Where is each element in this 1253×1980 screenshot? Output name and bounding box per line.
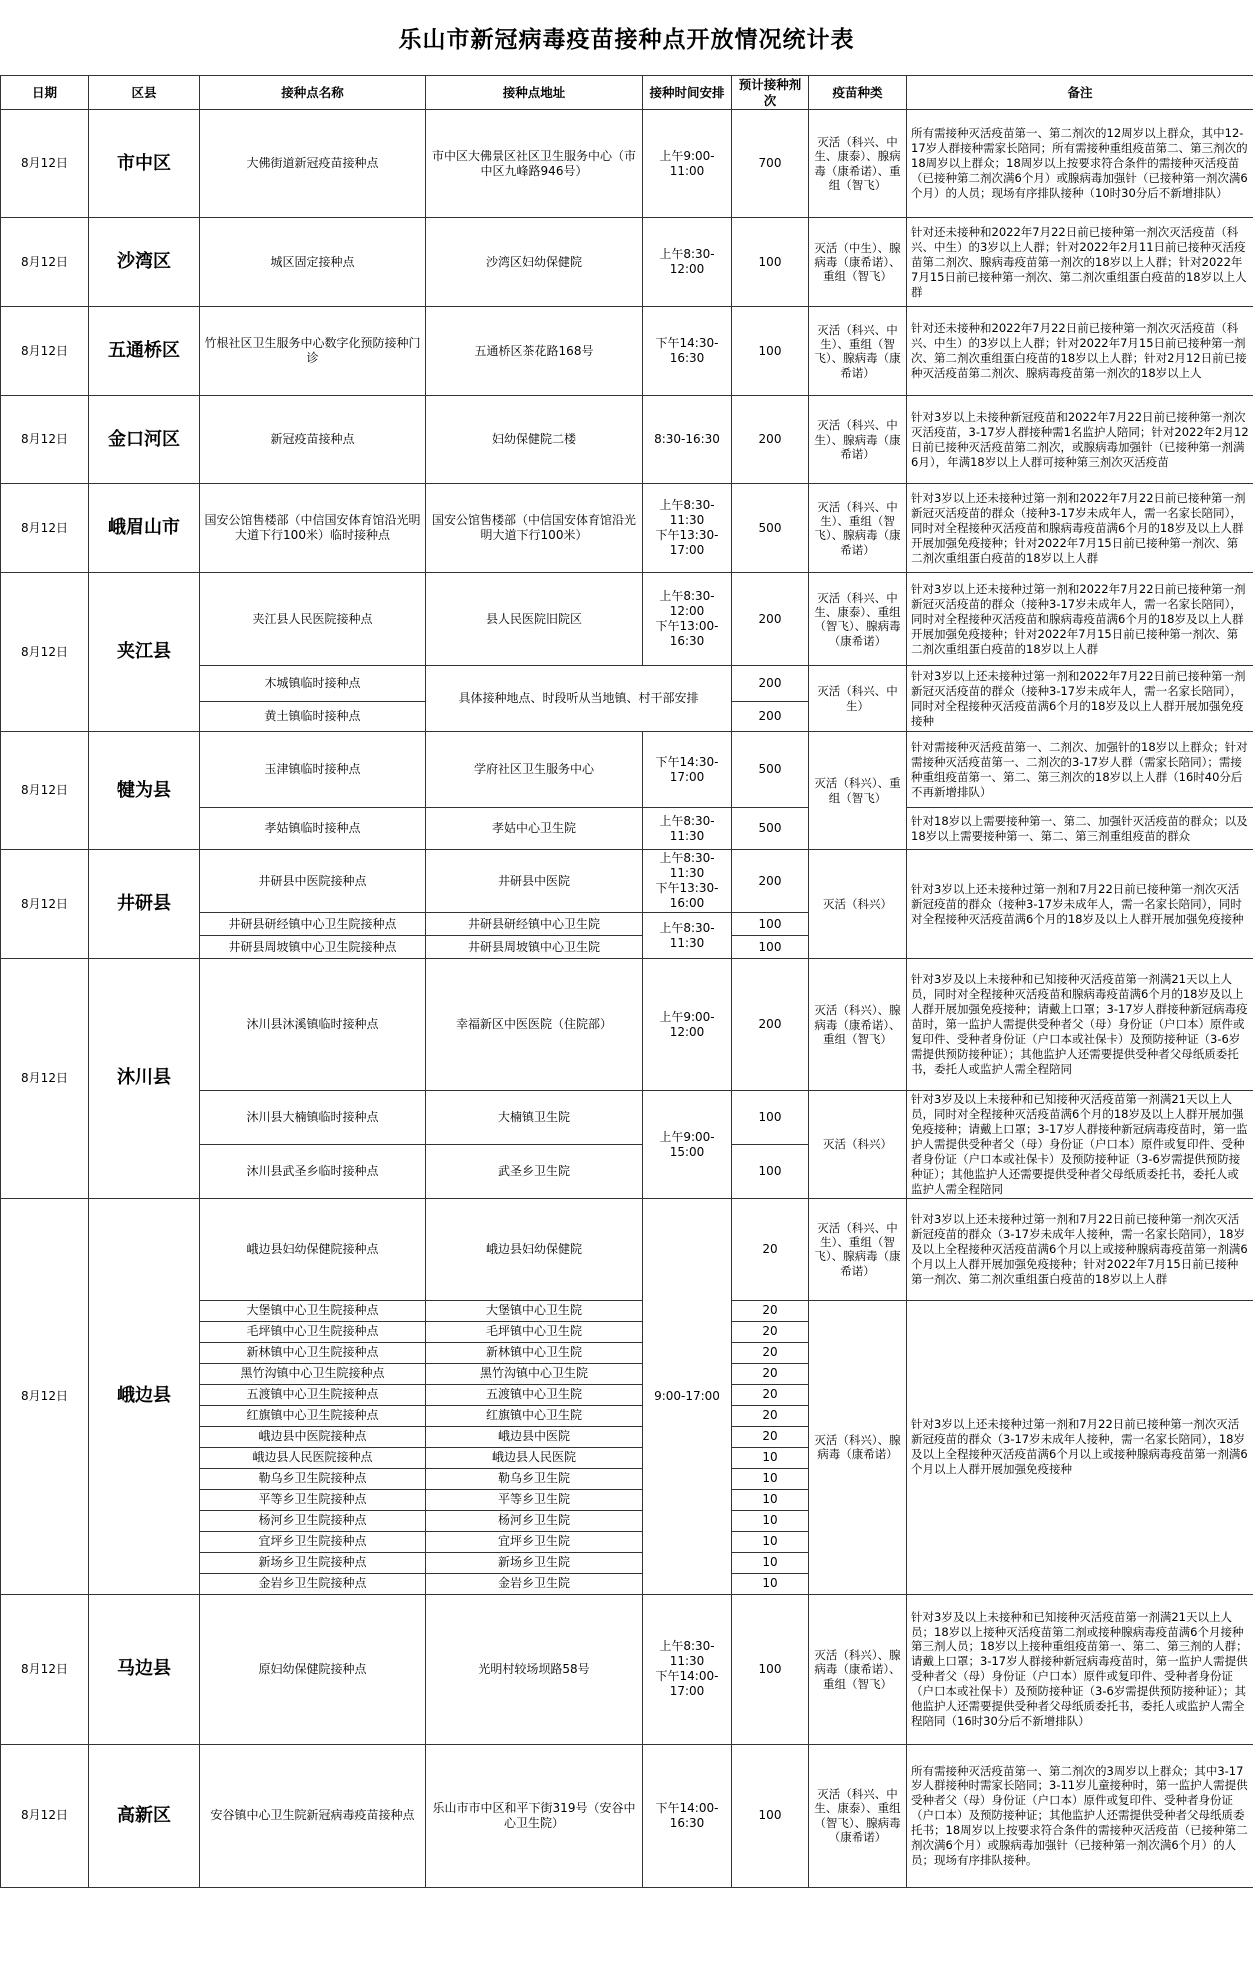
note-cell: 针对3岁以上还未接种过第一剂和7月22日前已接种第一剂次灭活新冠疫苗的群众（3-17岁未成年人接种，需一名家长陪同），18岁及以上全程接种灭活疫苗满6个月以上或接种腺病毒疫苗第一剂满6个月以上人群开展加强免疫接种；针对2022年7月15日前已接种第一剂次、第二剂次重组蛋白疫苗的18岁以上人群 [907, 1198, 1253, 1300]
site-name-cell: 峨边县中医院接种点 [200, 1426, 426, 1447]
doses-cell: 200 [732, 573, 809, 666]
site-name-cell: 黑竹沟镇中心卫生院接种点 [200, 1363, 426, 1384]
district-cell: 沙湾区 [89, 218, 200, 307]
note-cell: 针对需接种灭活疫苗第一、二剂次、加强针的18岁以上群众；针对需接种灭活疫苗第一、二剂次的3-17岁人群（需家长陪同）；需接种重组疫苗第一、第二、第三剂次的18岁以上人群（16时40分后不再新增排队） [907, 732, 1253, 808]
doses-cell: 20 [732, 1300, 809, 1321]
site-address-cell: 峨边县人民医院 [426, 1447, 643, 1468]
note-cell: 针对3岁以上还未接种过第一剂和2022年7月22日前已接种第一剂新冠灭活疫苗的群众（接种3-17岁未成年人，需一名家长陪同），同时对全程接种灭活疫苗和腺病毒疫苗满6个月的18岁及以上人群开展加强免疫接种；针对2022年7月15日前已接种第一剂次、第二剂次重组蛋白疫苗的18岁以上人群 [907, 573, 1253, 666]
doses-cell: 10 [732, 1552, 809, 1573]
district-cell: 五通桥区 [89, 307, 200, 396]
site-address-cell: 大堡镇中心卫生院 [426, 1300, 643, 1321]
date-cell: 8月12日 [1, 1594, 89, 1744]
site-address-cell: 幸福新区中医医院（住院部） [426, 959, 643, 1091]
site-address-cell: 金岩乡卫生院 [426, 1573, 643, 1594]
table-row [1, 732, 1253, 808]
note-cell: 针对3岁及以上未接种和已知接种灭活疫苗第一剂满21天以上人员，同时对全程接种灭活疫苗和腺病毒疫苗满6个月的18岁及以上人群开展加强免疫接种；请戴上口罩；3-17岁人群接种新冠病毒疫苗时，第一监护人需提供受种者父（母）身份证（户口本）原件或复印件、受种者身份证（户口本或社保卡）及预防接种证（3-6岁需提供预防接种证）；其他监护人还需要提供受种者父母纸质委托书，委托人或监护人需全程陪同 [907, 959, 1253, 1091]
site-name-cell: 沐川县沐溪镇临时接种点 [200, 959, 426, 1091]
date-cell: 8月12日 [1, 850, 89, 959]
site-name-cell: 大佛街道新冠疫苗接种点 [200, 110, 426, 218]
date-cell: 8月12日 [1, 959, 89, 1199]
header-date: 日期 [1, 76, 89, 110]
doses-cell: 200 [732, 959, 809, 1091]
header-notes: 备注 [907, 76, 1253, 110]
note-cell: 针对还未接种和2022年7月22日前已接种第一剂次灭活疫苗（科兴、中生）的3岁以上人群；针对2022年7月15日前已接种第一剂次、第二剂次重组蛋白疫苗的18岁以上人群；针对2月12日前已接种灭活疫苗第二剂次、腺病毒疫苗第一剂次的18岁以上人 [907, 307, 1253, 396]
doses-cell: 20 [732, 1405, 809, 1426]
site-address-cell: 勒乌乡卫生院 [426, 1468, 643, 1489]
site-name-cell: 红旗镇中心卫生院接种点 [200, 1405, 426, 1426]
site-name-cell: 毛坪镇中心卫生院接种点 [200, 1321, 426, 1342]
schedule-cell: 下午14:00-16:30 [643, 1744, 732, 1887]
note-cell: 针对还未接种和2022年7月22日前已接种第一剂次灭活疫苗（科兴、中生）的3岁以上人群；针对2022年2月11日前已接种灭活疫苗第二剂次、腺病毒疫苗第一剂次的18岁以上人群；针对2022年7月15日前已接种第一剂次、第二剂次重组蛋白疫苗的18岁以上人群 [907, 218, 1253, 307]
doses-cell: 20 [732, 1342, 809, 1363]
header-vaccine: 疫苗种类 [809, 76, 907, 110]
doses-cell: 200 [732, 850, 809, 913]
site-address-cell: 学府社区卫生服务中心 [426, 732, 643, 808]
schedule-cell: 9:00-17:00 [643, 1198, 732, 1594]
vaccine-cell: 灭活（科兴） [809, 850, 907, 959]
site-name-cell: 杨河乡卫生院接种点 [200, 1510, 426, 1531]
schedule-cell: 上午8:30-11:30 下午13:30-17:00 [643, 484, 732, 573]
note-cell: 针对3岁以上还未接种过第一剂和2022年7月22日前已接种第一剂新冠灭活疫苗的群众（接种3-17岁未成年人，需一名家长陪同），同时对全程接种灭活疫苗满6个月的18岁及以上人群开展加强免疫接种 [907, 666, 1253, 732]
doses-cell: 10 [732, 1531, 809, 1552]
header-doses: 预计接种剂次 [732, 76, 809, 110]
site-name-cell: 新林镇中心卫生院接种点 [200, 1342, 426, 1363]
site-name-cell: 井研县中医院接种点 [200, 850, 426, 913]
table-row [1, 396, 1253, 484]
header-schedule: 接种时间安排 [643, 76, 732, 110]
site-name-cell: 安谷镇中心卫生院新冠病毒疫苗接种点 [200, 1744, 426, 1887]
doses-cell: 10 [732, 1489, 809, 1510]
vaccine-cell: 灭活（科兴）、腺病毒（康希诺）、重组（智飞） [809, 959, 907, 1091]
site-address-cell: 井研县研经镇中心卫生院 [426, 913, 643, 936]
schedule-cell: 8:30-16:30 [643, 396, 732, 484]
header-site-name: 接种点名称 [200, 76, 426, 110]
site-name-cell: 孝姑镇临时接种点 [200, 808, 426, 850]
doses-cell: 100 [732, 307, 809, 396]
district-cell: 犍为县 [89, 732, 200, 850]
doses-cell: 200 [732, 396, 809, 484]
doses-cell: 100 [732, 1091, 809, 1145]
site-name-cell: 五渡镇中心卫生院接种点 [200, 1384, 426, 1405]
table-row [1, 110, 1253, 218]
site-address-cell: 五渡镇中心卫生院 [426, 1384, 643, 1405]
date-cell: 8月12日 [1, 1198, 89, 1594]
doses-cell: 700 [732, 110, 809, 218]
doses-cell: 10 [732, 1573, 809, 1594]
site-name-cell: 平等乡卫生院接种点 [200, 1489, 426, 1510]
site-name-cell: 城区固定接种点 [200, 218, 426, 307]
date-cell: 8月12日 [1, 732, 89, 850]
site-address-cell: 妇幼保健院二楼 [426, 396, 643, 484]
site-address-cell: 沙湾区妇幼保健院 [426, 218, 643, 307]
site-address-cell: 大楠镇卫生院 [426, 1091, 643, 1145]
site-name-cell: 井研县研经镇中心卫生院接种点 [200, 913, 426, 936]
site-address-cell: 红旗镇中心卫生院 [426, 1405, 643, 1426]
vaccine-cell: 灭活（科兴） [809, 1091, 907, 1199]
note-cell: 针对3岁以上还未接种过第一剂和7月22日前已接种第一剂次灭活新冠疫苗的群众（3-17岁未成年人接种，需一名家长陪同），18岁及以上全程接种灭活疫苗满6个月以上或接种腺病毒疫苗第一剂满6个月以上人群开展加强免疫接种 [907, 1300, 1253, 1594]
schedule-cell: 上午8:30-11:30 下午14:00-17:00 [643, 1594, 732, 1744]
vaccine-cell: 灭活（科兴、中生、康泰）、腺病毒（康希诺）、重组（智飞） [809, 110, 907, 218]
site-name-cell: 沐川县大楠镇临时接种点 [200, 1091, 426, 1145]
note-cell: 所有需接种灭活疫苗第一、第二剂次的12周岁以上群众，其中12-17岁人群接种需家长陪同；所有需接种重组疫苗第二、第三剂次的18周岁以上群众；18周岁以上按要求符合条件的需接种灭活疫苗（已接种第二剂次满6个月）或腺病毒加强针（已接种第一剂次满6个月）的人员；现场有序排队接种（10时30分后不新增排队） [907, 110, 1253, 218]
doses-cell: 10 [732, 1510, 809, 1531]
district-cell: 峨眉山市 [89, 484, 200, 573]
site-name-cell: 新冠疫苗接种点 [200, 396, 426, 484]
doses-cell: 20 [732, 1321, 809, 1342]
vaccine-cell: 灭活（科兴）、腺病毒（康希诺）、重组（智飞） [809, 1594, 907, 1744]
note-cell: 针对3岁以上还未接种过第一剂和7月22日前已接种第一剂次灭活新冠疫苗的群众（接种3-17岁未成年人，需一名家长陪同），同时对全程接种灭活疫苗满6个月的18岁及以上人群开展加强免疫接种 [907, 850, 1253, 959]
district-cell: 夹江县 [89, 573, 200, 732]
site-name-cell: 原妇幼保健院接种点 [200, 1594, 426, 1744]
site-name-cell: 峨边县人民医院接种点 [200, 1447, 426, 1468]
page-title: 乐山市新冠病毒疫苗接种点开放情况统计表 [398, 27, 855, 53]
vaccine-cell: 灭活（科兴、中生） [809, 666, 907, 732]
site-address-cell: 宜坪乡卫生院 [426, 1531, 643, 1552]
doses-cell: 200 [732, 702, 809, 732]
doses-cell: 200 [732, 666, 809, 702]
doses-cell: 100 [732, 1744, 809, 1887]
date-cell: 8月12日 [1, 1744, 89, 1887]
site-address-cell: 孝姑中心卫生院 [426, 808, 643, 850]
schedule-cell: 上午8:30-11:30 [643, 808, 732, 850]
site-name-cell: 沐川县武圣乡临时接种点 [200, 1145, 426, 1199]
site-address-cell: 平等乡卫生院 [426, 1489, 643, 1510]
schedule-cell: 上午8:30-12:00 [643, 218, 732, 307]
doses-cell: 20 [732, 1426, 809, 1447]
date-cell: 8月12日 [1, 484, 89, 573]
table-row [1, 484, 1253, 573]
site-name-cell: 新场乡卫生院接种点 [200, 1552, 426, 1573]
district-cell: 高新区 [89, 1744, 200, 1887]
note-cell: 针对3岁以上未接种新冠疫苗和2022年7月22日前已接种第一剂次灭活疫苗，3-17岁人群接种需1名监护人陪同；针对2022年2月12日前已接种灭活疫苗第二剂次，或腺病毒加强针（已接种第一剂满6月），年满18岁以上人群可接种第三剂次灭活疫苗 [907, 396, 1253, 484]
header-district: 区县 [89, 76, 200, 110]
site-name-cell: 宜坪乡卫生院接种点 [200, 1531, 426, 1552]
schedule-cell: 上午9:00-15:00 [643, 1091, 732, 1199]
schedule-cell: 下午14:30-16:30 [643, 307, 732, 396]
date-cell: 8月12日 [1, 110, 89, 218]
site-address-cell: 光明村较场坝路58号 [426, 1594, 643, 1744]
schedule-cell: 上午8:30-12:00 下午13:00-16:30 [643, 573, 732, 666]
site-address-cell: 毛坪镇中心卫生院 [426, 1321, 643, 1342]
doses-cell: 100 [732, 913, 809, 936]
vaccine-cell: 灭活（科兴、中生）、重组（智飞）、腺病毒（康希诺） [809, 307, 907, 396]
site-name-cell: 大堡镇中心卫生院接种点 [200, 1300, 426, 1321]
site-address-cell: 具体接种地点、时段听从当地镇、村干部安排 [426, 666, 732, 732]
vaccine-cell: 灭活（科兴、中生）、腺病毒（康希诺） [809, 396, 907, 484]
site-name-cell: 井研县周坡镇中心卫生院接种点 [200, 936, 426, 959]
site-name-cell: 金岩乡卫生院接种点 [200, 1573, 426, 1594]
site-name-cell: 玉津镇临时接种点 [200, 732, 426, 808]
header-site-address: 接种点地址 [426, 76, 643, 110]
table-row [1, 1744, 1253, 1887]
site-address-cell: 新林镇中心卫生院 [426, 1342, 643, 1363]
site-address-cell: 市中区大佛景区社区卫生服务中心（市中区九峰路946号） [426, 110, 643, 218]
date-cell: 8月12日 [1, 218, 89, 307]
district-cell: 沐川县 [89, 959, 200, 1199]
site-address-cell: 井研县中医院 [426, 850, 643, 913]
site-address-cell: 县人民医院旧院区 [426, 573, 643, 666]
site-address-cell: 新场乡卫生院 [426, 1552, 643, 1573]
doses-cell: 100 [732, 218, 809, 307]
table-row [1, 1594, 1253, 1744]
doses-cell: 100 [732, 936, 809, 959]
district-cell: 井研县 [89, 850, 200, 959]
schedule-cell: 下午14:30-17:00 [643, 732, 732, 808]
vaccine-cell: 灭活（科兴、中生、康泰）、重组（智飞）、腺病毒（康希诺） [809, 1744, 907, 1887]
site-address-cell: 五通桥区茶花路168号 [426, 307, 643, 396]
note-cell: 针对18岁以上需要接种第一、第二、加强针灭活疫苗的群众；以及18岁以上需要接种第一、第二、第三剂重组疫苗的群众 [907, 808, 1253, 850]
schedule-cell: 上午8:30-11:30 [643, 913, 732, 959]
schedule-cell: 上午9:00-12:00 [643, 959, 732, 1091]
site-address-cell: 国安公馆售楼部（中信国安体育馆沿光明大道下行100米） [426, 484, 643, 573]
vaccine-cell: 灭活（科兴、中生、康泰）、重组（智飞）、腺病毒（康希诺） [809, 573, 907, 666]
site-address-cell: 武圣乡卫生院 [426, 1145, 643, 1199]
doses-cell: 20 [732, 1363, 809, 1384]
doses-cell: 500 [732, 732, 809, 808]
note-cell: 针对3岁及以上未接种和已知接种灭活疫苗第一剂满21天以上人员，同时对全程接种灭活疫苗满6个月的18岁及以上人群开展加强免疫接种；请戴上口罩；3-17岁人群接种新冠病毒疫苗时，第一监护人需提供受种者父（母）身份证（户口本）原件或复印件、受种者身份证（户口本或社保卡）及预防接种证（3-6岁需提供预防接种证）；其他监护人还需要提供受种者父母纸质委托书，委托人或监护人需全程陪同 [907, 1091, 1253, 1199]
table-row [1, 959, 1253, 1091]
doses-cell: 20 [732, 1384, 809, 1405]
date-cell: 8月12日 [1, 396, 89, 484]
site-address-cell: 井研县周坡镇中心卫生院 [426, 936, 643, 959]
vaccine-cell: 灭活（科兴、中生）、重组（智飞）、腺病毒（康希诺） [809, 1198, 907, 1300]
doses-cell: 100 [732, 1594, 809, 1744]
table-row [1, 573, 1253, 666]
note-cell: 针对3岁以上还未接种过第一剂和2022年7月22日前已接种第一剂新冠灭活疫苗的群众（接种3-17岁未成年人，需一名家长陪同），同时对全程接种灭活疫苗和腺病毒疫苗满6个月的18岁及以上人群开展加强免疫接种；针对2022年7月15日前已接种第一剂次、第二剂次重组蛋白疫苗的18岁以上人群 [907, 484, 1253, 573]
site-address-cell: 杨河乡卫生院 [426, 1510, 643, 1531]
doses-cell: 100 [732, 1145, 809, 1199]
doses-cell: 10 [732, 1468, 809, 1489]
date-cell: 8月12日 [1, 307, 89, 396]
table-row [1, 850, 1253, 913]
site-name-cell: 峨边县妇幼保健院接种点 [200, 1198, 426, 1300]
vaccine-cell: 灭活（科兴）、腺病毒（康希诺） [809, 1300, 907, 1594]
table-body [1, 110, 1253, 1888]
site-name-cell: 勒乌乡卫生院接种点 [200, 1468, 426, 1489]
site-address-cell: 黑竹沟镇中心卫生院 [426, 1363, 643, 1384]
site-name-cell: 竹根社区卫生服务中心数字化预防接种门诊 [200, 307, 426, 396]
site-name-cell: 木城镇临时接种点 [200, 666, 426, 702]
doses-cell: 500 [732, 808, 809, 850]
date-cell: 8月12日 [1, 573, 89, 732]
site-name-cell: 国安公馆售楼部（中信国安体育馆沿光明大道下行100米）临时接种点 [200, 484, 426, 573]
site-name-cell: 黄土镇临时接种点 [200, 702, 426, 732]
doses-cell: 10 [732, 1447, 809, 1468]
site-address-cell: 峨边县妇幼保健院 [426, 1198, 643, 1300]
site-address-cell: 乐山市市中区和平下街319号（安谷中心卫生院） [426, 1744, 643, 1887]
vaccine-cell: 灭活（科兴）、重组（智飞） [809, 732, 907, 850]
district-cell: 金口河区 [89, 396, 200, 484]
doses-cell: 500 [732, 484, 809, 573]
doses-cell: 20 [732, 1198, 809, 1300]
table-row [1, 218, 1253, 307]
site-name-cell: 夹江县人民医院接种点 [200, 573, 426, 666]
schedule-cell: 上午8:30-11:30 下午13:30-16:00 [643, 850, 732, 913]
vaccination-table [0, 75, 1253, 1888]
site-address-cell: 峨边县中医院 [426, 1426, 643, 1447]
vaccine-cell: 灭活（中生）、腺病毒（康希诺）、重组（智飞） [809, 218, 907, 307]
district-cell: 峨边县 [89, 1198, 200, 1594]
schedule-cell: 上午9:00-11:00 [643, 110, 732, 218]
table-row [1, 307, 1253, 396]
district-cell: 市中区 [89, 110, 200, 218]
note-cell: 所有需接种灭活疫苗第一、第二剂次的3周岁以上群众；其中3-17岁人群接种时需家长陪同；3-11岁儿童接种时，第一监护人需提供受种者父（母）身份证（户口本）原件或复印件、受种者身份证（户口本）及预防接种证；其他监护人还需提供受种者父母纸质委托书；18周岁以上按要求符合条件的需接种灭活疫苗（已接种第二剂次满6个月）或腺病毒加强针（已接种第一剂次满6个月）的人员；现场有序排队接种。 [907, 1744, 1253, 1887]
header-row [1, 76, 1253, 110]
note-cell: 针对3岁及以上未接种和已知接种灭活疫苗第一剂满21天以上人员；18岁以上接种灭活疫苗第二剂或接种腺病毒疫苗满6个月接种第三剂人员；18岁以上接种重组疫苗第一、第二、第三剂的人群；请戴上口罩；3-17岁人群接种新冠病毒疫苗时，第一监护人需提供受种者父（母）身份证（户口本）原件或复印件、受种者身份证（户口本或社保卡）及预防接种证（3-6岁需提供预防接种证）；其他监护人还需要提供受种者父母纸质委托书，委托人或监护人需全程陪同（16时30分后不新增排队） [907, 1594, 1253, 1744]
table-row [1, 1198, 1253, 1300]
vaccine-cell: 灭活（科兴、中生）、重组（智飞）、腺病毒（康希诺） [809, 484, 907, 573]
district-cell: 马边县 [89, 1594, 200, 1744]
